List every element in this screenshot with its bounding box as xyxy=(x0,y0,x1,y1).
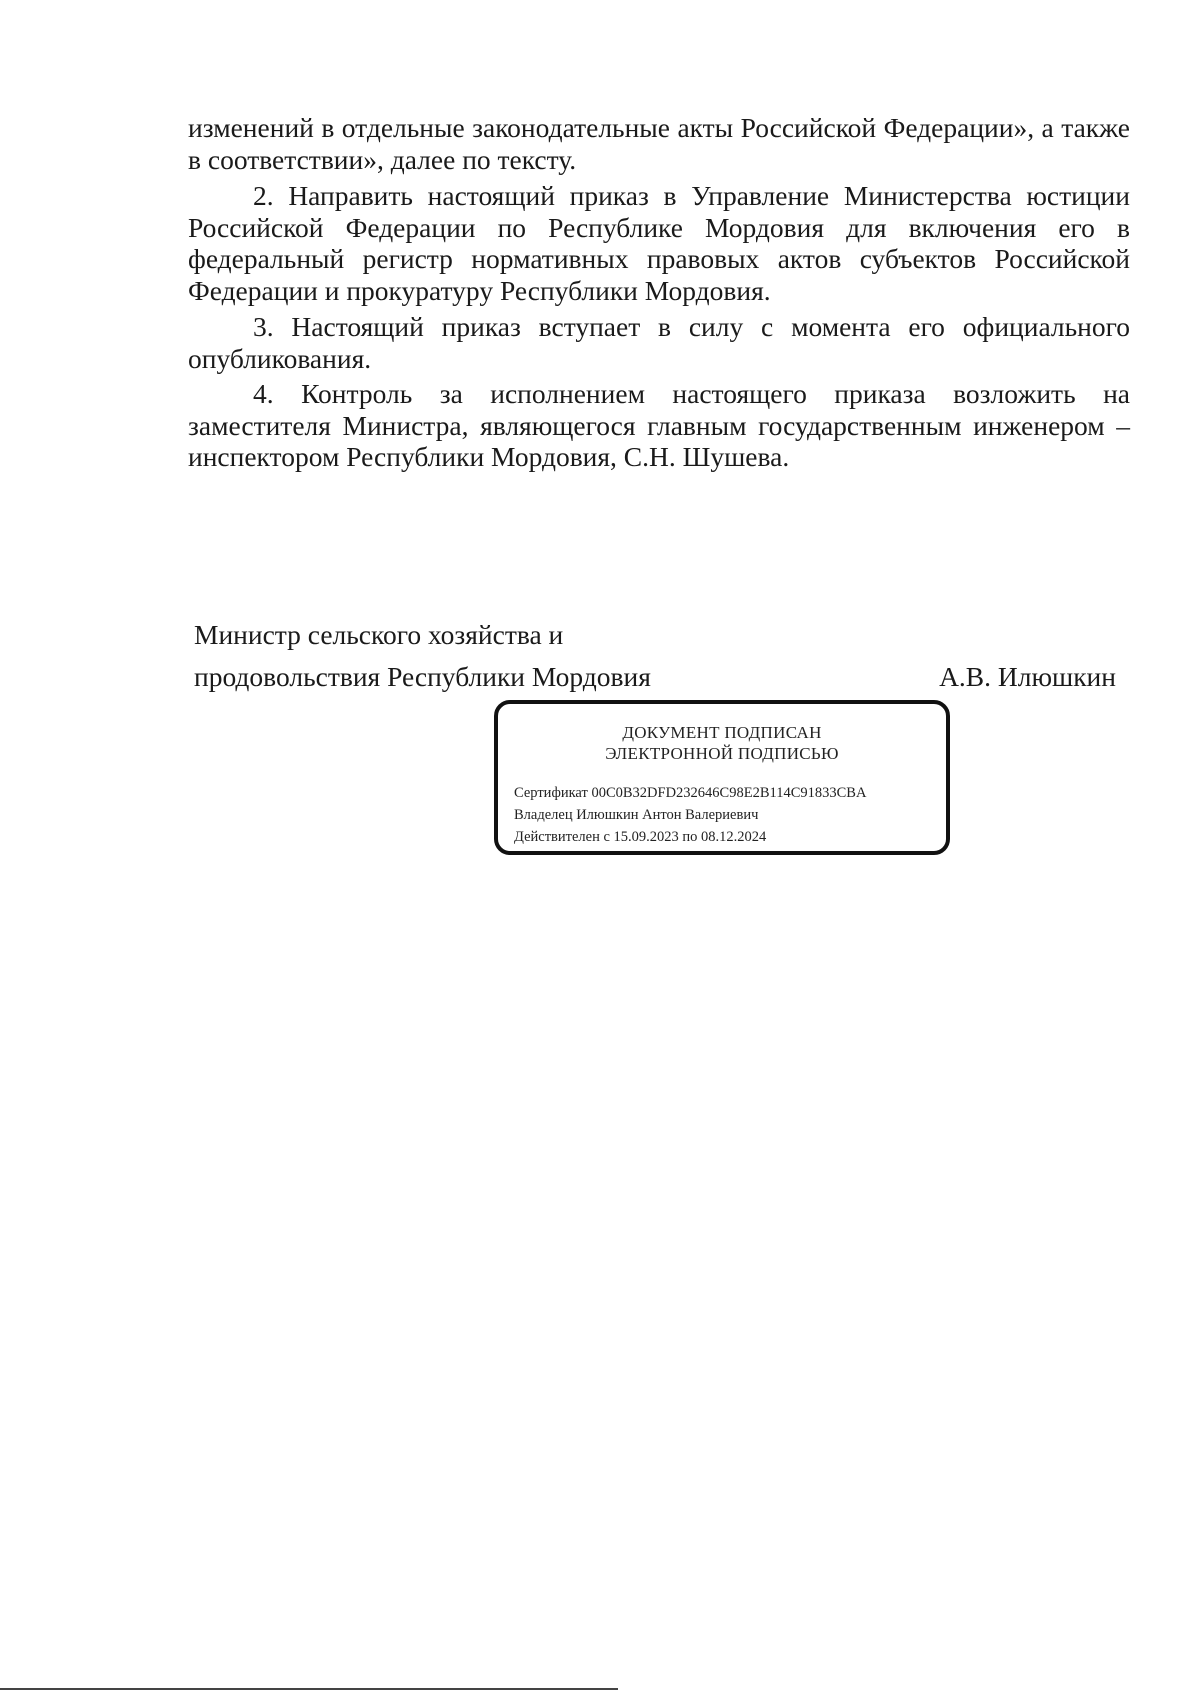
signatory-title xyxy=(194,614,651,698)
signatory-name: А.В. Илюшкин xyxy=(939,661,1116,692)
stamp-owner: Владелец Илюшкин Антон Валериевич xyxy=(514,807,759,823)
paragraph-2: 2. Направить настоящий приказ в Управление Министерства юстиции Российской Федерации по Республике Мордовия для включения его в федеральный регистр нормативных правовых актов субъектов Российской Федерации и прокуратуру Республики Мордовия. xyxy=(188,180,1130,306)
stamp-validity: Действителен с 15.09.2023 по 08.12.2024 xyxy=(514,829,767,845)
stamp-header-line-2: ЭЛЕКТРОННОЙ ПОДПИСЬЮ xyxy=(605,744,839,763)
paragraph-1: изменений в отдельные законодательные акты Российской Федерации», а также в соответствии», далее по тексту. xyxy=(188,112,1130,175)
signatory-title-line-2: продовольствия Республики Мордовия xyxy=(194,661,651,692)
paragraph-3: 3. Настоящий приказ вступает в силу с момента его официального опубликования. xyxy=(188,311,1130,374)
stamp-certificate: Сертификат 00C0B32DFD232646C98E2B114C91833CBA xyxy=(514,785,867,801)
bottom-divider xyxy=(0,1688,618,1690)
electronic-signature-stamp xyxy=(494,700,950,855)
stamp-header xyxy=(498,722,946,764)
stamp-header-line-1: ДОКУМЕНТ ПОДПИСАН xyxy=(622,723,822,742)
signatory-title-line-1: Министр сельского хозяйства и xyxy=(194,619,564,650)
paragraph-4: 4. Контроль за исполнением настоящего приказа возложить на заместителя Министра, являющегося главным государственным инженером – инспектором Республики Мордовия, С.Н. Шушева. xyxy=(188,378,1130,472)
